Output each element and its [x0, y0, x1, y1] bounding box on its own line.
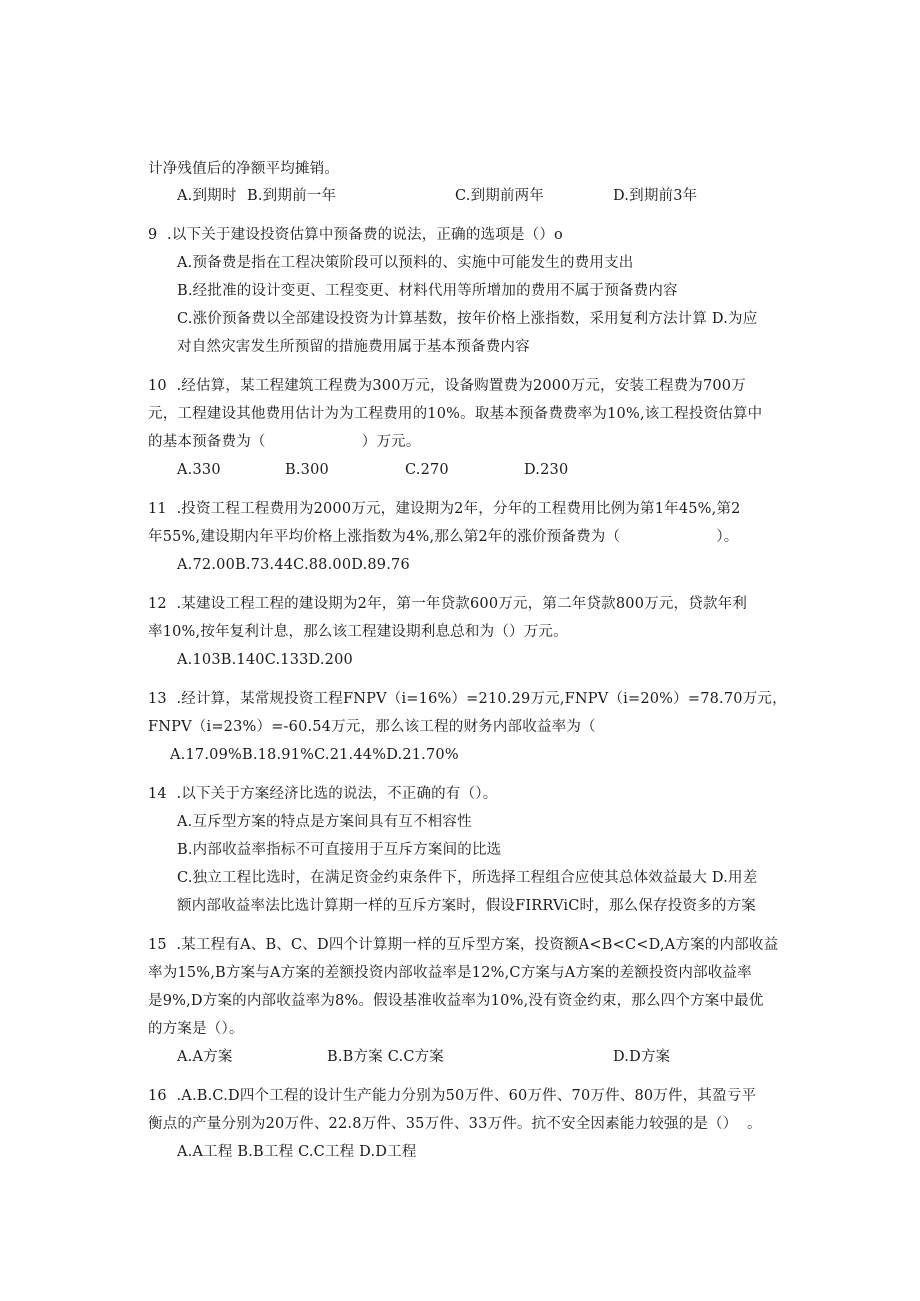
q15-stem-2: 率为15%,B方案与A方案的差额投资内部收益率是12%,C方案与A方案的差额投资内部收益率 [148, 965, 752, 981]
q14-stem: 14 .以下关于方案经济比选的说法，不正确的有（）。 [148, 786, 498, 802]
q10-option-c: C.270 [405, 462, 449, 478]
q16-stem-1: 16 .A.B.C.D四个工程的设计生产能力分别为50万件、60万件、70万件、80万件，其盈亏平 [148, 1088, 757, 1104]
q15-option-d: D.D方案 [613, 1049, 671, 1065]
q13-stem-1: 13 .经计算，某常规投资工程FNPV（i=16%）=210.29万元,FNPV（i=20%）=78.70万元， [148, 691, 787, 707]
intro-option-d: D.到期前3年 [613, 188, 698, 204]
q11-options: A.72.00B.73.44C.88.00D.89.76 [177, 557, 410, 573]
q10-option-a: A.330 [177, 462, 221, 478]
q11-stem-2: 年55%,建设期内年平均价格上涨指数为4%,那么第2年的涨价预备费为（ ）。 [148, 529, 739, 545]
q15-stem-3: 是9%,D方案的内部收益率为8%。假设基准收益率为10%,没有资金约束，那么四个方案中最优 [148, 993, 764, 1009]
q13-options: A.17.09%B.18.91%C.21.44%D.21.70% [170, 747, 459, 763]
intro-option-a: A.到期时 [177, 188, 237, 204]
q9-option-b: B.经批准的设计变更、工程变更、材料代用等所增加的费用不属于预备费内容 [177, 283, 678, 299]
q10-option-d: D.230 [524, 462, 569, 478]
q12-stem-1: 12 .某建设工程工程的建设期为2年，第一年贷款600万元，第二年贷款800万元，贷款年利 [148, 596, 748, 612]
q15-option-bc: B.B方案 C.C方案 [327, 1049, 445, 1065]
q10-option-b: B.300 [285, 462, 329, 478]
q9-option-d: 对自然灾害发生所预留的措施费用属于基本预备费内容 [177, 339, 530, 355]
q15-stem-4: 的方案是（）。 [148, 1021, 244, 1037]
q12-stem-2: 率10%,按年复利计息，那么该工程建设期利息总和为（）万元。 [148, 624, 568, 640]
intro-line: 计净残值后的净额平均摊销。 [148, 161, 340, 177]
q15-stem-1: 15 .某工程有A、B、C、D四个计算期一样的互斥型方案，投资额A<B<C<D,A方案的内部收益 [148, 937, 779, 953]
q14-option-d: 额内部收益率法比选计算期一样的互斥方案时，假设FIRRViC时，那么保存投资多的方案 [177, 898, 756, 914]
q10-stem-1: 10 .经估算，某工程建筑工程费为300万元，设备购置费为2000万元，安装工程费为700万 [148, 378, 746, 394]
q10-stem-2: 元，工程建设其他费用估计为为工程费用的10%。取基本预备费费率为10%,该工程投资估算中 [148, 406, 763, 422]
q9-stem: 9 .以下关于建设投资估算中预备费的说法，正确的选项是（）o [148, 227, 563, 243]
q10-stem-3: 的基本预备费为（ ）万元。 [148, 434, 421, 450]
q13-stem-2: FNPV（i=23%）=-60.54万元，那么该工程的财务内部收益率为（ [148, 719, 596, 735]
intro-option-b: B.到期前一年 [247, 188, 337, 204]
q14-option-a: A.互斥型方案的特点是方案间具有互不相容性 [177, 814, 472, 830]
q15-option-a: A.A方案 [177, 1049, 233, 1065]
q14-option-c: C.独立工程比选时，在满足资金约束条件下，所选择工程组合应使其总体效益最大 D.用差 [177, 870, 758, 886]
intro-option-c: C.到期前两年 [455, 188, 545, 204]
q12-options: A.103B.140C.133D.200 [177, 652, 353, 668]
q16-stem-2: 衡点的产量分别为20万件、22.8万件、35万件、33万件。抗不安全因素能力较强的是（） 。 [148, 1116, 762, 1132]
q9-option-c: C.涨价预备费以全部建设投资为计算基数，按年价格上涨指数，采用复利方法计算 D.为应 [177, 311, 758, 327]
q11-stem-1: 11 .投资工程工程费用为2000万元，建设期为2年，分年的工程费用比例为第1年45%,第2 [148, 501, 741, 517]
q16-options: A.A工程 B.B工程 C.C工程 D.D工程 [177, 1144, 417, 1160]
q9-option-a: A.预备费是指在工程决策阶段可以预料的、实施中可能发生的费用支出 [177, 255, 634, 271]
q14-option-b: B.内部收益率指标不可直接用于互斥方案间的比选 [177, 842, 502, 858]
